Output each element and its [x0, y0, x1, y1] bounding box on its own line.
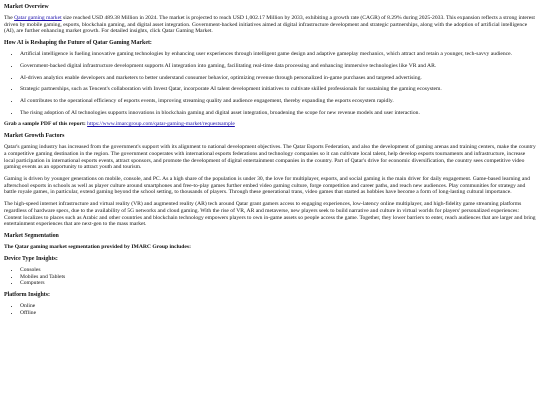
- list-item: • AI-driven analytics enable developers and marketers to better understand consumer behavior, optimizing revenue through personalized in-game purchases and targeted advertising.: [20, 75, 536, 82]
- list-item: • Mobiles and Tablets: [20, 274, 536, 281]
- market-overview-heading: Market Overview: [4, 4, 49, 10]
- overview-text-before: The: [4, 15, 15, 22]
- list-item: • Artificial intelligence is fueling innovative gaming technologies by enhancing user experiences through intelligent game design and adaptive gameplay mechanics, which attract and retain a younger, tech-savvy audience.: [20, 51, 536, 58]
- list-item: • Government-backed digital infrastructure development supports AI integration into gaming, facilitating real-time data processing and enhancing immersive technologies like VR and AR.: [20, 63, 536, 70]
- list-item: • Offline: [20, 310, 536, 317]
- growth-paragraph: Gaming is driven by younger generations on mobile, console, and PC. As a high share of the population is under 30, the love for multiplayer, esports, and social gaming is the main driver for daily engagement. Game-based learning and afterschool esports in schools as well as player culture around smartphones and free-to-play games further embed video gaming culture, forge competition and career paths, and reach new audiences. Play communities for strategy and battle royale games, in particular, extend gaming beyond the school setting, to thousands of players. Through these generational trans, video games that started as hobbies have become a form of long-lasting cultural importance.: [4, 176, 530, 196]
- growth-factors-heading: Market Growth Factors: [4, 133, 65, 140]
- growth-paragraph: The high-speed internet infrastructure and virtual reality (VR) and augmented reality (AR) tech around Qatar grant gamers access to engaging experiences, low-latency online multiplayer, and high-fidelity game streaming platforms regardless of hardware specs, due to the availability of 5G networks and cloud gaming. With the rise of VR, AR and metaverse, new players seek to build narrative and culture in virtual worlds for players' personalized experiences: Content localizes to places such as Arabic and other countries and blockchain technology empowers players to own in-game assets so people access the game. Together, they lower barriers to enter, reach audiences that are larger and bring entertainment experiences that are next-gen to the mass market.: [4, 201, 536, 228]
- market-overview-paragraph: [4, 15, 536, 35]
- list-item: • Strategic partnerships, such as Tencent's collaboration with Invest Qatar, incorporate AI talent development initiatives to cultivate skilled professionals for sustaining the gaming ecosystem.: [20, 86, 536, 93]
- list-item: • The rising adoption of AI technologies supports innovations in blockchain gaming and digital asset integration, broadening the scope for new revenue models and user interaction.: [20, 110, 536, 117]
- device-type-heading: Device Type Insights:: [4, 255, 58, 262]
- segmentation-heading: Market Segmentation: [4, 233, 59, 239]
- ai-bullet-list: [4, 51, 536, 116]
- device-type-list: [4, 267, 536, 287]
- segmentation-lead: The Qatar gaming market segmentation provided by IMARC Group includes:: [4, 244, 191, 251]
- platform-list: [4, 303, 536, 316]
- growth-paragraph: Qatar's gaming industry has increased from the government's support with its alignment to national development objectives. The Qatar Esports Federation, and also the development of gaming arenas and training centers, make the country a competitive gaming destination in the region. The government cooperates with international esports federations and technology companies so it can cultivate local talent, help develop esports tournaments and infrastructure, increase local participation in international esports events, attract sponsors, and promote the development of digital entertainment companies in the country. Part of Qatar's drive for economic diversification, the country sees competitive video gaming events as an opportunity to attract youth and tourism.: [4, 144, 536, 171]
- list-item: • Online: [20, 303, 536, 310]
- platform-heading: Platform Insights:: [4, 291, 50, 298]
- sample-pdf-link[interactable]: https://www.imarcgroup.com/qatar-gaming-market/requestsample: [87, 121, 235, 128]
- sample-pdf-label: Grab a sample PDF of this report:: [4, 121, 88, 128]
- qatar-gaming-market-link[interactable]: Qatar gaming market: [14, 15, 62, 22]
- list-item: • Consoles: [20, 267, 536, 274]
- overview-text-after: size reached USD 489.38 Million in 2024. The market is projected to reach USD 1,002.17 Million by 2033, exhibiting a growth rate (CAGR) of 8.29% during 2025-2033. This expansion reflects a strong interest driven by mobile gaming, esports, blockchain gaming, and digital asset integration. Government-backed initiatives aimed at digital infrastructure development and strategic partnerships, along with the adoption of artificial intelligence (AI), are further enhancing market growth. For detailed insights, click Qatar Gaming Market.: [4, 15, 535, 35]
- ai-section-heading: How AI is Reshaping the Future of Qatar Gaming Market:: [4, 40, 152, 47]
- sample-pdf-line: [4, 121, 536, 128]
- list-item: • Computers: [20, 280, 536, 287]
- list-item: • AI contributes to the operational efficiency of esports events, improving streaming quality and audience engagement, thereby expanding the esports ecosystem rapidly.: [20, 98, 536, 105]
